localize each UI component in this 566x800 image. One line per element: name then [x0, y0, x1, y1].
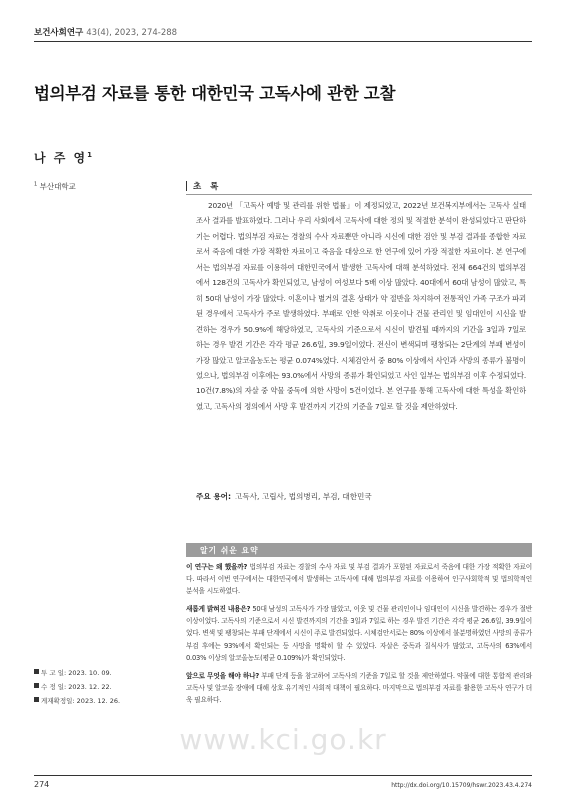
affiliation — [34, 181, 76, 192]
footer-rule — [34, 775, 532, 776]
abstract-label: 초 록 — [193, 182, 222, 192]
page-number: 274 — [34, 780, 50, 789]
summary-question: 앞으로 무엇을 해야 하나? — [186, 671, 260, 680]
square-bullet-icon — [34, 669, 39, 674]
square-bullet-icon — [34, 683, 39, 688]
date-value: 2023. 12. 26. — [76, 697, 121, 705]
summary-question: 이 연구는 왜 했을까? — [186, 563, 248, 571]
doi-link[interactable]: http://dx.doi.org/10.15709/hswr.2023.43.4.274 — [391, 782, 532, 789]
square-bullet-icon — [34, 697, 39, 702]
journal-name: 보건사회연구 — [34, 28, 84, 38]
affiliation-name: 부산대학교 — [39, 182, 76, 191]
date-row — [34, 666, 120, 680]
date-row — [34, 680, 120, 694]
abstract-body — [196, 198, 526, 414]
summary-body — [186, 561, 532, 712]
abstract-header — [186, 178, 532, 195]
date-label: 수 정 일: — [41, 683, 67, 691]
journal-header — [34, 26, 177, 38]
submission-dates — [34, 666, 120, 708]
summary-label: 알기 쉬운 요약 — [200, 546, 259, 555]
summary-question: 새롭게 밝혀진 내용은? — [186, 605, 251, 614]
date-label: 게재확정일: — [41, 697, 75, 705]
journal-volume: 43(4), 2023, 274-288 — [86, 28, 178, 38]
author — [34, 149, 92, 166]
date-value: 2023. 12. 22. — [68, 683, 112, 691]
abstract-text: 2020년 「고독사 예방 및 관리를 위한 법률」이 제정되었고, 2022년 보건복지부에서는 고독사 실태조사 결과를 발표하였다. 그러나 우리 사회에서 고독사에 대한 정의 및 적절한 분석이 완성되었다고 판단하기는 어렵다. 법의부검 자료는 경찰의 수사 자료뿐만 아니라 시신에 대한 검안 및 부검 결과를 종합한 자료로서 죽음에 대한 가장 적확한 자료이고 죽음을 대상으로 한 연구에 있어 가장 적절한 자료이다. 본 연구에서는 법의부검 자료를 이용하여 대한민국에서 발생한 고독사에 대해 분석하였다. 전체 664건의 법의부검에서 128건의 고독사가 확인되었고, 남성이 여성보다 5배 이상 많았다. 40대에서 60대 남성이 많았고, 특히 50대 남성이 가장 많았다. 이혼이나 별거의 결혼 상태가 약 절반을 차지하여 전통적인 가족 구조가 파괴된 경우에서 고독사가 주로 발생하였다. 부패로 인한 악취로 이웃이나 건물 관리인 및 임대인이 시신을 발견하는 경우가 50.9%에 해당하였고, 고독사의 기준으로서 시신이 발견될 때까지의 기간을 3일과 7일로 하는 경우 발견 기간은 각각 평균 26.6일, 39.9일이었다. 전신이 변색되며 팽창되는 2단계의 부패 변성이 가장 많았고 알코올농도는 평균 0.074%였다. 시체검안서 중 80% 이상에서 사인과 사망의 종류가 불명이었으나, 법의부검 이후에는 93.0%에서 사망의 종류가 확인되었고 사인 일부는 법의부검 이후 수정되었다. 10건(7.8%)의 자살 중 약물 중독에 의한 사망이 5건이었다. 본 연구를 통해 고독사에 대한 특성을 확인하였고, 고독사의 정의에서 사망 후 발견까지 기간의 기준을 7일로 할 것을 제안하였다. — [196, 201, 526, 411]
watermark: www.kci.go.kr — [179, 723, 387, 756]
affiliation-sup: 1 — [34, 181, 38, 188]
date-label: 투 고 일: — [41, 669, 67, 677]
header-rule — [34, 41, 532, 42]
paper-title: 법의부검 자료를 통한 대한민국 고독사에 관한 고찰 — [34, 84, 396, 103]
keywords-text: 고독사, 고립사, 법의병리, 부검, 대한민국 — [235, 492, 372, 501]
keywords-label: 주요 용어: — [196, 492, 232, 501]
summary-answer: 법의부검 자료는 경찰의 수사 자료 및 부검 결과가 포함된 자료로서 죽음에 대한 가장 적확한 자료이다. 따라서 이번 연구에서는 대한민국에서 발생하는 고독사에 대해 법의부검 자료를 이용하여 인구사회학적 및 법의학적인 분석을 시도하였다. — [186, 563, 532, 596]
summary-item — [186, 670, 532, 706]
date-value: 2023. 10. 09. — [68, 669, 112, 677]
summary-answer: 부패 단계 등을 참고하여 고독사의 기준을 7일로 할 것을 제안하였다. 약물에 대한 통합적 관리와 고독사 및 알코올 장애에 대해 상호 유기적인 사회적 대책이 필요하다. 마지막으로 법의부검 자료를 활용한 고독사 연구가 더욱 필요하다. — [186, 671, 532, 704]
author-sup: 1 — [87, 151, 93, 159]
author-name: 나 주 영 — [34, 151, 88, 165]
abstract-marker — [186, 181, 187, 191]
summary-item — [186, 603, 532, 663]
summary-header — [186, 543, 532, 557]
summary-item — [186, 561, 532, 597]
keywords — [196, 491, 372, 502]
date-row — [34, 694, 120, 708]
summary-answer: 50대 남성의 고독사가 가장 많았고, 이웃 및 건물 관리인이나 임대인이 시신을 발견하는 경우가 절반 이상이었다. 고독사의 기준으로서 시신 발견까지의 기간을 3일과 7일로 하는 경우 발견 기간은 각각 평균 26.6일, 39.9일이었다. 변색 및 팽창되는 부패 단계에서 시신이 주로 발견되었다. 시체검안서로는 80% 이상에서 불분명하였던 사망의 종류가 부검 후에는 93%에서 확인되는 등 사망을 명확히 할 수 있었다. 자살은 중독과 질식사가 많았고, 고독사의 63%에서 0.03% 이상의 알코올농도(평균 0.109%)가 확인되었다. — [186, 605, 532, 662]
